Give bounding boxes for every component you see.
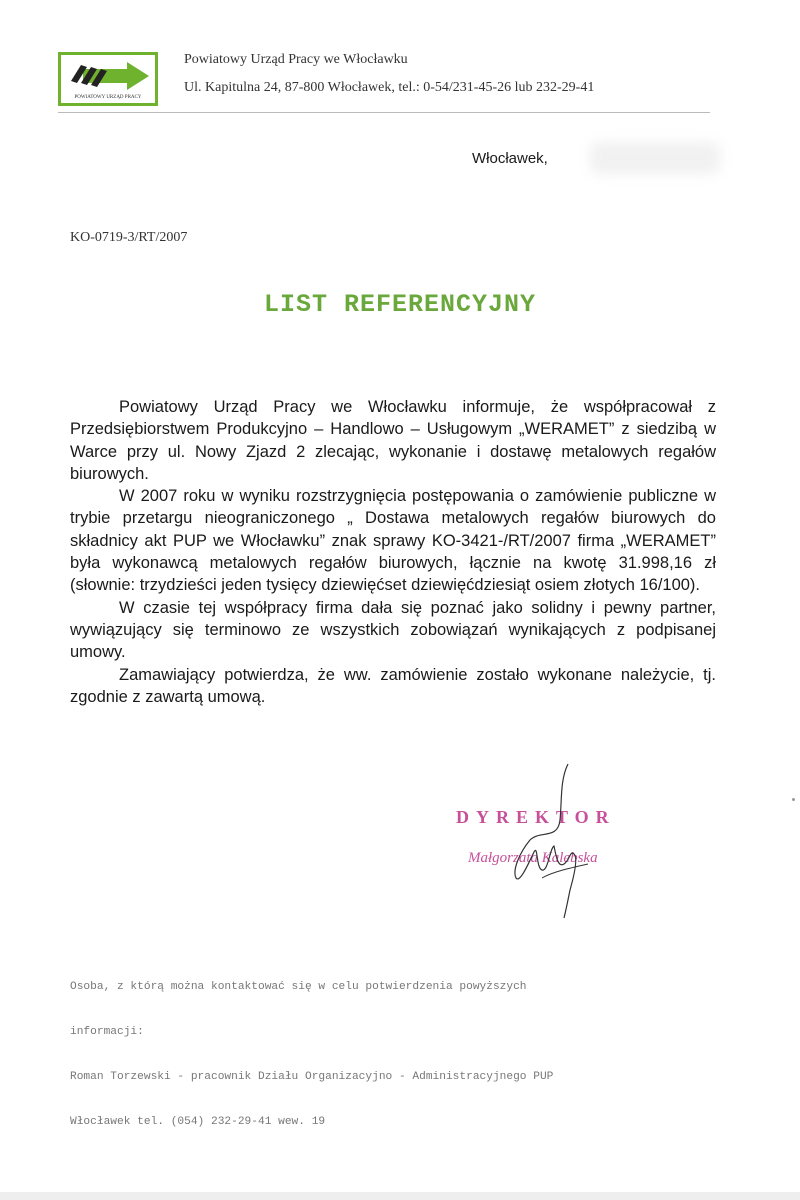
logo-caption: POWIATOWY URZĄD PRACY: [74, 95, 142, 100]
stamp-name: Małgorzata Kalebska: [468, 850, 598, 866]
contact-info: [70, 950, 730, 1160]
redacted-date: [590, 142, 720, 174]
letter-title: LIST REFERENCYJNY: [263, 290, 537, 319]
paragraph: Powiatowy Urząd Pracy we Włocławku informuje, że współpracował z Przedsiębiorstwem Produkcyjno – Handlowo – Usługowym „WERAMET” z siedzibą w Warce przy ul. Nowy Zjazd 2 zlecając, wykonanie i dostawę metalowych regałów biurowych.: [70, 398, 716, 483]
handwritten-signature: [490, 760, 600, 920]
place-line: Włocławek,: [472, 150, 548, 167]
stamp-title: DYREKTOR: [456, 807, 616, 827]
organization-name: Powiatowy Urząd Pracy we Włocławku: [184, 52, 408, 67]
header-divider: [58, 112, 710, 113]
scan-edge: [0, 1192, 800, 1200]
letter-body: [70, 396, 716, 708]
contact-line: Włocławek tel. (054) 232-29-41 wew. 19: [70, 1116, 326, 1128]
reference-number: KO-0719-3/RT/2007: [70, 230, 188, 245]
paragraph: W 2007 roku w wyniku rozstrzygnięcia postępowania o zamówienie publiczne w trybie przetargu nieograniczonego „ Dostawa metalowych regałów biurowych do składnicy akt PUP we Włocławku” znak sprawy KO-3421-/RT/2007 firma „WERAMET” była wykonawcą metalowych regałów biurowych, łącznie na kwotę 31.998,16 zł (słownie: trzydzieści jeden tysięcy dziewięćset dziewięćdziesiąt osiem złotych 16/100).: [70, 487, 716, 595]
arrow-logo-icon: [67, 59, 151, 93]
contact-line: informacji:: [70, 1026, 144, 1038]
contact-line: Osoba, z którą można kontaktować się w celu potwierdzenia powyższych: [70, 981, 527, 993]
organization-logo: [58, 52, 158, 106]
paragraph: W czasie tej współpracy firma dała się poznać jako solidny i pewny partner, wywiązujący się terminowo ze wszystkich zobowiązań wynikających z podpisanej umowy.: [70, 598, 716, 662]
paragraph: Zamawiający potwierdza, że ww. zamówienie zostało wykonane należycie, tj. zgodnie z zawartą umową.: [70, 665, 716, 706]
scan-speck: [792, 798, 795, 801]
contact-line: Roman Torzewski - pracownik Działu Organizacyjno - Administracyjnego PUP: [70, 1071, 554, 1083]
organization-address: Ul. Kapitulna 24, 87-800 Włocławek, tel.: 0-54/231-45-26 lub 232-29-41: [184, 80, 595, 95]
